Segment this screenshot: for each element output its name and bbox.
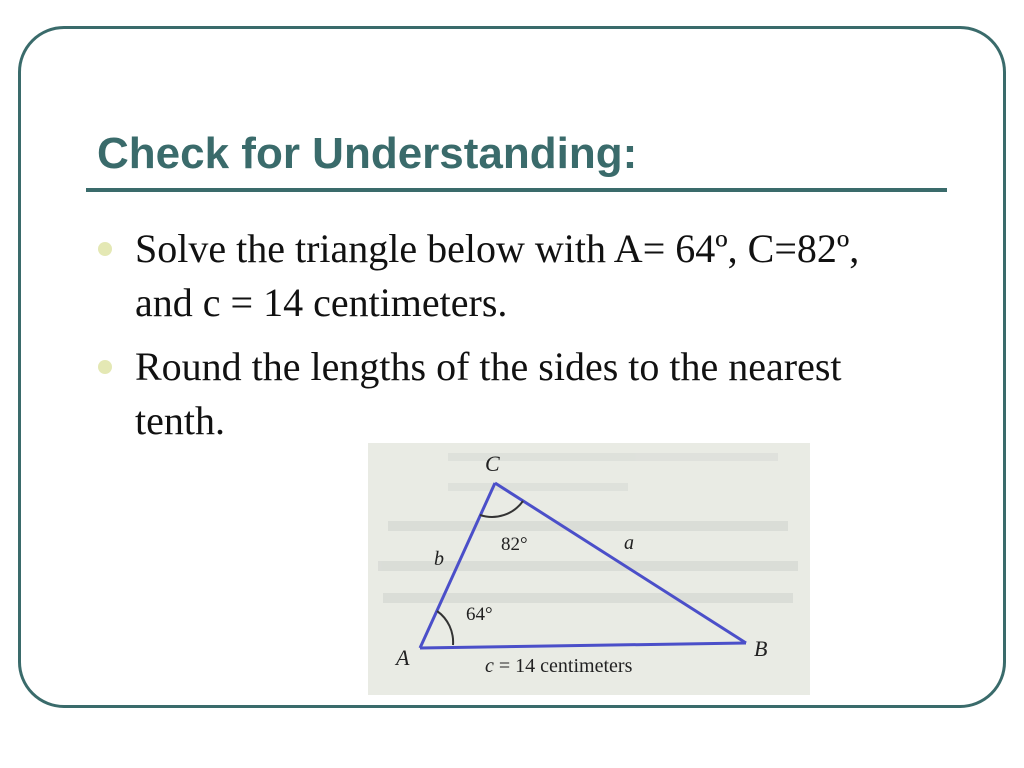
title-underline bbox=[86, 188, 947, 192]
bullet-text: Round the lengths of the sides to the nearest tenth. bbox=[135, 344, 842, 443]
side-c-label bbox=[485, 655, 633, 677]
side-c-var: c bbox=[485, 655, 494, 677]
bullet-icon bbox=[98, 242, 112, 256]
side-c-value: = 14 centimeters bbox=[493, 655, 633, 677]
triangle-diagram bbox=[368, 443, 810, 695]
bullet-text: Solve the triangle below with A= 64º, C=82º, and c = 14 centimeters. bbox=[135, 226, 860, 325]
angle-c-label: 82° bbox=[501, 534, 528, 555]
vertex-b-label: B bbox=[754, 636, 768, 661]
side-a-label: a bbox=[624, 532, 634, 554]
side-c-line bbox=[420, 643, 746, 648]
bullet-list bbox=[98, 222, 898, 458]
vertex-a-label: A bbox=[396, 645, 410, 670]
bullet-item bbox=[98, 340, 898, 448]
bullet-item bbox=[98, 222, 898, 330]
side-b-label: b bbox=[434, 548, 444, 570]
triangle-figure bbox=[368, 443, 810, 695]
angle-a-label: 64° bbox=[466, 604, 493, 625]
background-noise bbox=[378, 453, 798, 603]
slide-title: Check for Understanding: bbox=[97, 129, 638, 178]
angle-a-arc bbox=[437, 611, 453, 645]
vertex-c-label: C bbox=[485, 451, 500, 476]
bullet-icon bbox=[98, 360, 112, 374]
